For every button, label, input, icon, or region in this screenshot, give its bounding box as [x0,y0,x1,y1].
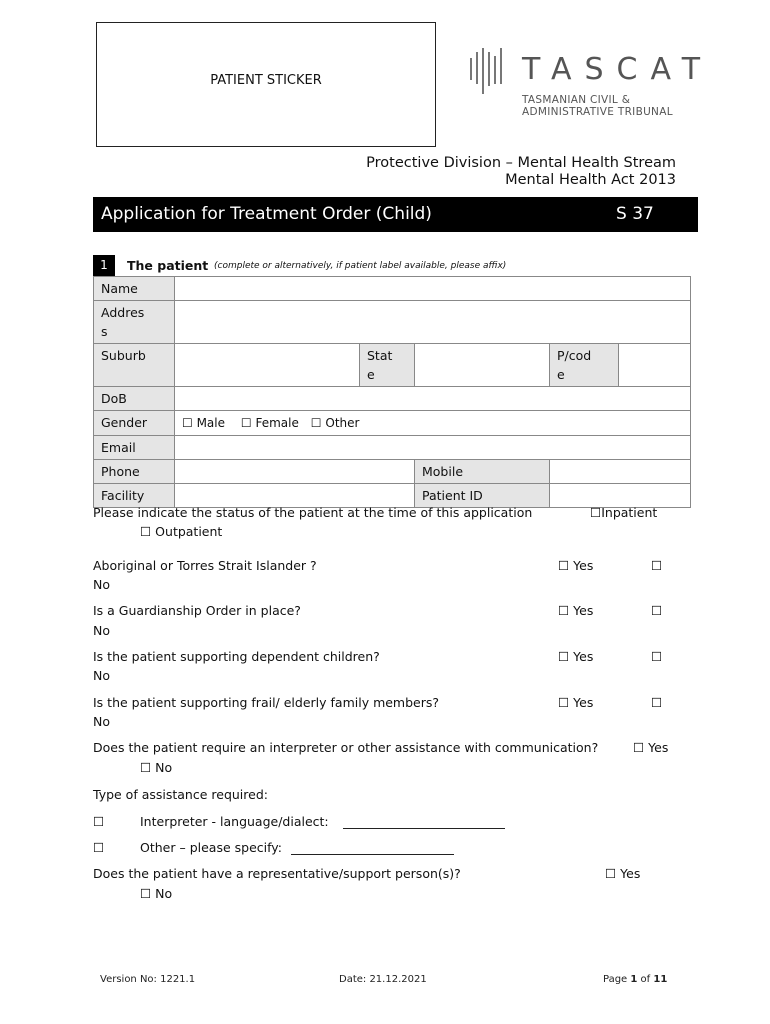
division-heading: Protective Division – Mental Health Stream [366,155,676,171]
footer-date: Date: 21.12.2021 [339,974,427,985]
interpreter-language-line[interactable] [343,828,505,829]
children-no-checkbox[interactable]: ☐ [651,649,663,664]
mobile-field[interactable] [550,460,691,484]
email-field[interactable] [175,436,691,460]
other-assistance-label: Other – please specify: [140,840,282,855]
footer-version: Version No: 1221.1 [100,974,196,985]
section-number: 1 [93,255,115,276]
interpreter-no-checkbox[interactable]: ☐ No [140,760,173,775]
patient-details-table [93,276,691,508]
address-field[interactable] [175,301,691,344]
gender-male-checkbox[interactable]: ☐ Male [182,416,225,430]
state-field[interactable] [415,344,550,387]
tascat-logo-subtitle-2: ADMINISTRATIVE TRIBUNAL [522,106,673,118]
other-assistance-line[interactable] [291,854,454,855]
phone-field[interactable] [175,460,415,484]
status-question: Please indicate the status of the patient at the time of this application [93,505,533,520]
guardianship-question: Is a Guardianship Order in place? [93,603,301,618]
act-heading: Mental Health Act 2013 [505,172,676,188]
elderly-no-checkbox[interactable]: ☐ [651,695,663,710]
gender-female-checkbox[interactable]: ☐ Female [240,416,299,430]
elderly-no-label: No [93,714,110,729]
name-label: Name [94,277,175,301]
aboriginal-no-checkbox[interactable]: ☐ [651,558,663,573]
tascat-logo-icon [470,48,506,94]
guardianship-no-checkbox[interactable]: ☐ [651,603,663,618]
aboriginal-question: Aboriginal or Torres Strait Islander ? [93,558,317,573]
tascat-logo-name: TASCAT [522,52,714,87]
dob-label: DoB [94,387,175,411]
mobile-label: Mobile [415,460,550,484]
aboriginal-no-label: No [93,577,110,592]
tascat-logo-subtitle-1: TASMANIAN CIVIL & [522,94,631,106]
suburb-field[interactable] [175,344,360,387]
interpreter-yes-checkbox[interactable]: ☐ Yes [633,740,669,755]
postcode-field[interactable] [619,344,691,387]
dob-field[interactable] [175,387,691,411]
children-yes-checkbox[interactable]: ☐ Yes [558,649,594,664]
form-title-bar [93,197,698,232]
suburb-label: Suburb [94,344,175,387]
patient-sticker-box [96,22,436,147]
gender-label: Gender [94,411,175,436]
aboriginal-yes-checkbox[interactable]: ☐ Yes [558,558,594,573]
outpatient-checkbox[interactable]: ☐ Outpatient [140,524,223,539]
interpreter-language-label: Interpreter - language/dialect: [140,814,329,829]
elderly-yes-checkbox[interactable]: ☐ Yes [558,695,594,710]
representative-no-checkbox[interactable]: ☐ No [140,886,173,901]
section-title: The patient [127,258,209,273]
representative-question: Does the patient have a representative/support person(s)? [93,866,461,881]
children-no-label: No [93,668,110,683]
section-note: (complete or alternatively, if patient label available, please affix) [214,261,507,271]
gender-options [175,411,691,436]
postcode-label: P/cod e [550,344,619,387]
elderly-question: Is the patient supporting frail/ elderly family members? [93,695,440,710]
patient-id-label: Patient ID [415,484,550,508]
children-question: Is the patient supporting dependent children? [93,649,380,664]
other-assistance-checkbox[interactable]: ☐ [93,840,105,855]
phone-label: Phone [94,460,175,484]
interpreter-question: Does the patient require an interpreter or other assistance with communication? [93,740,599,755]
form-title: Application for Treatment Order (Child) [101,204,432,224]
assistance-title: Type of assistance required: [93,787,268,802]
footer-page: Page 1 of 11 [603,974,668,985]
name-field[interactable] [175,277,691,301]
patient-id-field[interactable] [550,484,691,508]
facility-label: Facility [94,484,175,508]
guardianship-no-label: No [93,623,110,638]
state-label: Stat e [360,344,415,387]
address-label: Addres s [94,301,175,344]
email-label: Email [94,436,175,460]
representative-yes-checkbox[interactable]: ☐ Yes [605,866,641,881]
facility-field[interactable] [175,484,415,508]
form-section-code: S 37 [616,204,654,224]
gender-other-checkbox[interactable]: ☐ Other [310,416,360,430]
inpatient-checkbox[interactable]: ☐Inpatient [590,505,658,520]
interpreter-language-checkbox[interactable]: ☐ [93,814,105,829]
guardianship-yes-checkbox[interactable]: ☐ Yes [558,603,594,618]
patient-sticker-label: PATIENT STICKER [210,73,322,88]
